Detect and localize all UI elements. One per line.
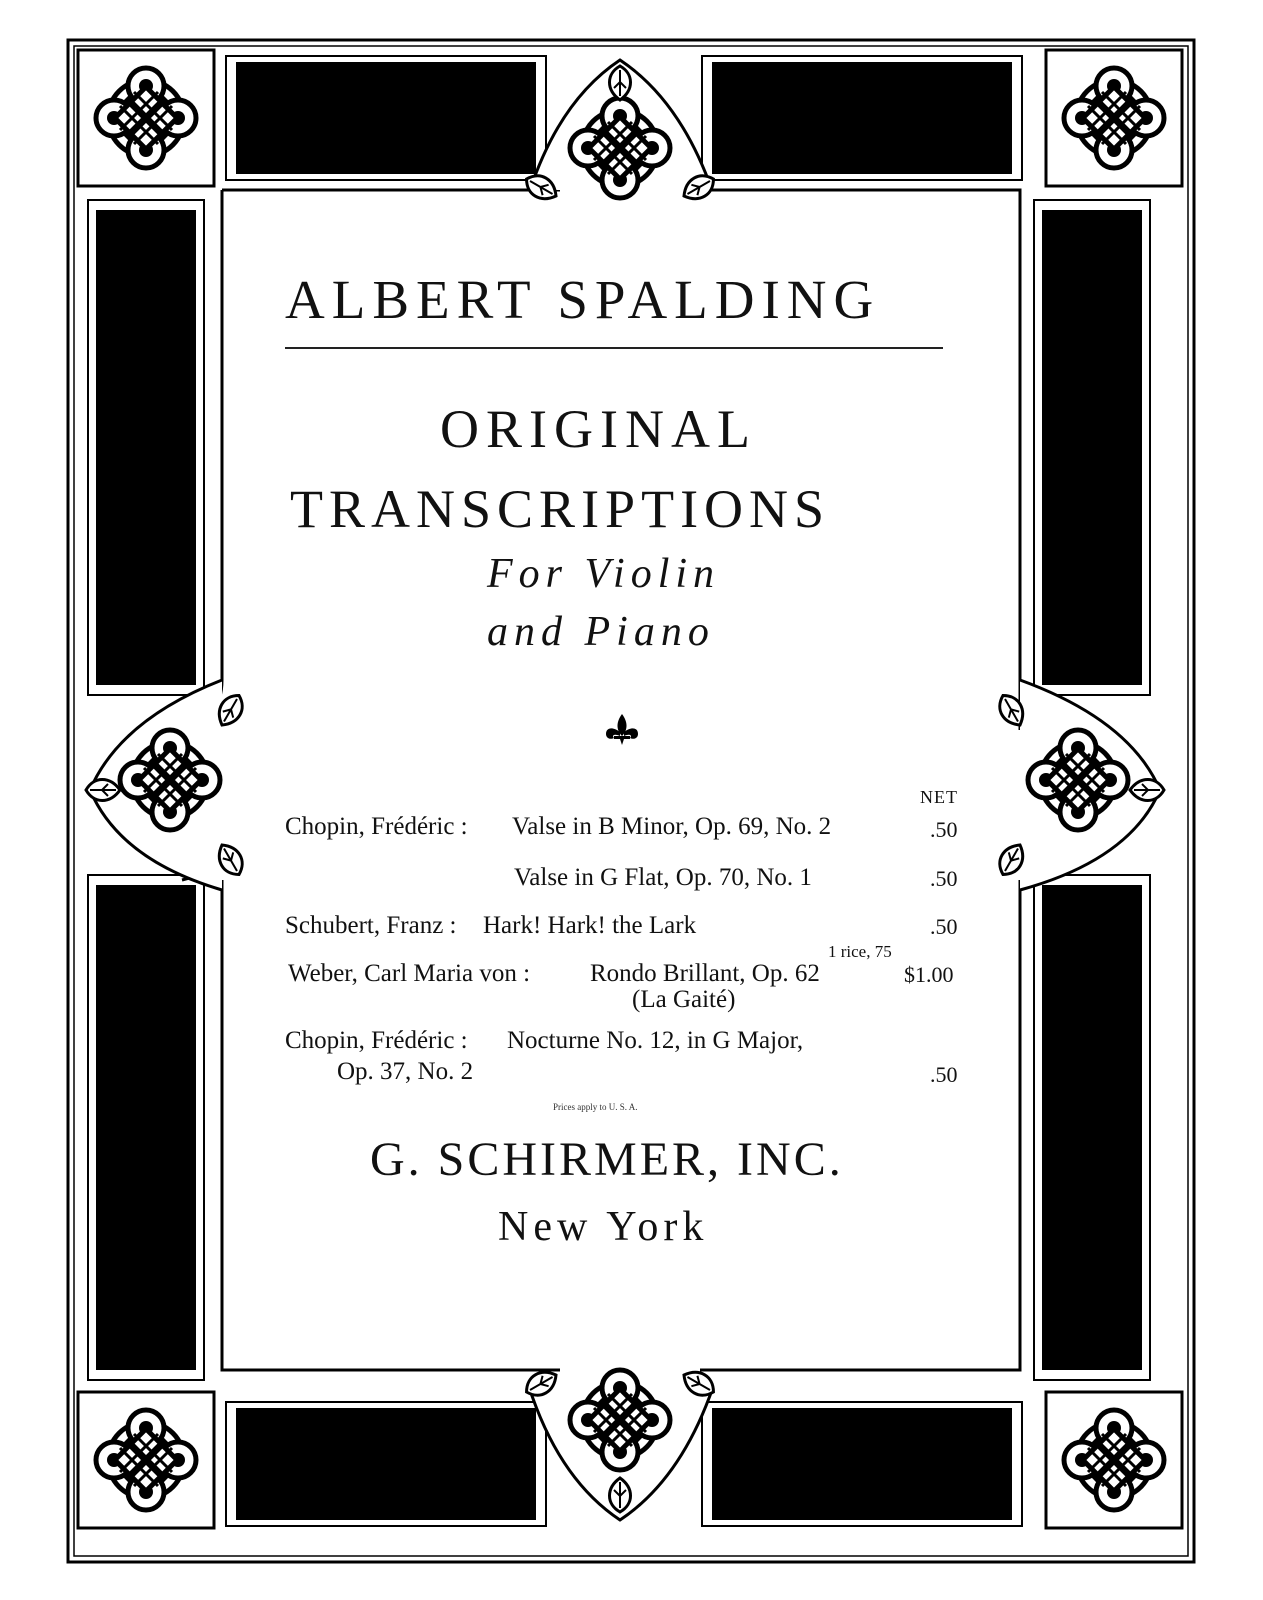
composer-name: ALBERT SPALDING bbox=[285, 269, 881, 330]
entry-1-work: Valse in B Minor, Op. 69, No. 2 bbox=[512, 813, 832, 840]
price-note: Prices apply to U. S. A. bbox=[553, 1102, 638, 1112]
fleur-de-lis-icon bbox=[604, 712, 640, 746]
entry-4-price: $1.00 bbox=[904, 962, 954, 987]
entry-2-price: .50 bbox=[930, 866, 958, 891]
net-header: NET bbox=[920, 787, 958, 807]
entry-3-work: Hark! Hark! the Lark bbox=[483, 912, 697, 939]
entry-5-work: Nocturne No. 12, in G Major, bbox=[507, 1027, 804, 1054]
entry-5-price: .50 bbox=[930, 1062, 958, 1087]
entry-1-composer: Chopin, Frédéric : bbox=[285, 813, 468, 840]
title-line-1: ORIGINAL bbox=[440, 399, 757, 459]
entry-4-composer: Weber, Carl Maria von : bbox=[288, 960, 531, 987]
entry-2-work: Valse in G Flat, Op. 70, No. 1 bbox=[514, 864, 812, 891]
subtitle-line-1: For Violin bbox=[487, 551, 721, 597]
entry-5-work-sub: Op. 37, No. 2 bbox=[337, 1058, 474, 1085]
publisher-city: New York bbox=[498, 1204, 709, 1250]
entry-4-price-note: 1 rice, 75 bbox=[828, 942, 892, 961]
publisher-name: G. SCHIRMER, INC. bbox=[370, 1133, 844, 1186]
entry-3-price: .50 bbox=[930, 914, 958, 939]
entry-3-composer: Schubert, Franz : bbox=[285, 912, 457, 939]
entry-1-price: .50 bbox=[930, 817, 958, 842]
subtitle-line-2: and Piano bbox=[487, 609, 715, 655]
entry-5-composer: Chopin, Frédéric : bbox=[285, 1027, 468, 1054]
title-rule bbox=[285, 347, 943, 349]
title-line-2: TRANSCRIPTIONS bbox=[290, 479, 831, 539]
entry-4-work: Rondo Brillant, Op. 62 bbox=[590, 960, 820, 987]
entry-4-work-sub: (La Gaité) bbox=[632, 986, 736, 1013]
